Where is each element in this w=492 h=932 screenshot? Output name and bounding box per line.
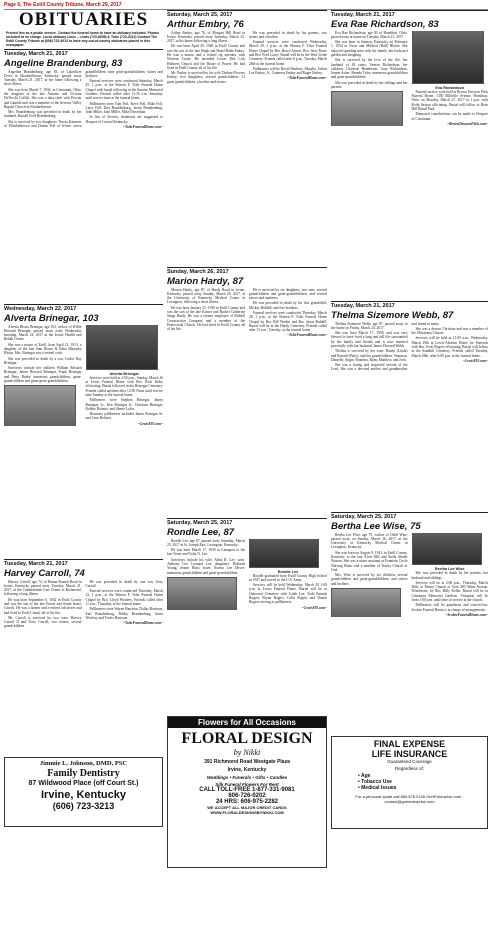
obituary-name: Arthur Embry, 76 (167, 18, 244, 30)
obituary-date: Saturday, March 25, 2017 (331, 514, 397, 520)
floral-cards: WE ACCEPT ALL MAJOR CREDIT CARDS (207, 805, 287, 810)
obituary-paragraph: Arthur Embry, age 76, of Morgan Hill Road in Irvine, Kentucky, passed away Saturday, March 25, 2017, at his home following a long illness. (167, 30, 245, 44)
obituary-body (4, 70, 163, 130)
obituary-paragraph: She was preceded in death by her siblings and her parents. (331, 80, 408, 90)
obituary-body (331, 322, 488, 372)
photo-caption: Bertha Lee Wise (434, 567, 465, 572)
obituary-paragraph: Services will be at 2:00 p.m., Thursday, March 30th, at Trinity Church of God, 285 Winn Avenue, Winchester, by Bro. Billy Keller. Burial will be in Clairmont Memorial Gardens. Visitation will be from 1:00 p.m. until time of service at the church. (411, 580, 488, 603)
floral-silk: Silk Funeral Flowers For Rent (215, 782, 279, 787)
floral-by: by Nikki (233, 748, 261, 757)
obituary-paragraph: Thelma is survived by her sons: Danny (Linda) and Ronald (Patty), and her grandchildren: Shannon, Danielle, Angie, Brandon, Ryan, Matthew, and Josh. (331, 349, 408, 362)
obituary-body (167, 288, 327, 338)
obituary-paragraph: He was preceded in death by one son, Jerry Carroll. (85, 579, 163, 588)
obituary-paragraph: She was preceded in death by a son, Carlos Ray Brinegar. (4, 356, 82, 365)
obituary-body (167, 539, 327, 610)
obituary-paragraph: Angeline Brandenburg, age 83, of Lakeshore Drive in Elizabethtown, Kentucky, passed away Tuesday, March 21, 2017, at her home following a short illness. (4, 69, 82, 87)
insurance-list (334, 773, 485, 791)
obituary-paragraph: She is survived by the love of her life, her husband of 63 years, Vernon Richardson; her children, Charlene Henderson, Gary Richardson, Jennie Asher, Brenda Tyler; numerous grandchildren and great-grandchildren. (331, 58, 408, 80)
photo-caption: Eva Richardson (435, 85, 465, 90)
dentist-name: Jimmie L. Johnson, DMD, PSC (39, 760, 128, 767)
obituary-paragraph: He was preceded in death by his first grandchild, Mickey Riddell, and five brothers. (249, 301, 327, 310)
obituary-name: Rondle Lee, 87 (167, 526, 235, 538)
obituary-paragraph: Mr. Carroll is survived by two sons: Harvey Carroll II and Terry Carroll; two sisters; several grandchildren. (4, 615, 82, 629)
ad-johnson-dentistry (4, 757, 163, 827)
obituary-paragraph: She was born on August 9, 1941, in Estill County, Kentucky to the late Alvin Hill and Stella Shuler Watson. She was a nurse assistant at Fountain Circle Nursing Home and a member of Trinity Church of God. (331, 550, 408, 572)
obituary-paragraph: Funeral service were held at Brown Dawson Flick Funeral Home, 1350 Millville Avenue, Hamilton, Ohio, on Monday, March 27, 2017 at 1 p.m. with Keith Sexton officiating. Burial will follow at Rose Hill Burial Park. (411, 89, 488, 111)
column-right (331, 10, 488, 829)
obituary-paragraph: He was preceded in death by his parents, two sisters and a brother. (249, 30, 327, 39)
column-middle (167, 10, 327, 868)
floral-banner: Flowers for All Occasions (168, 717, 326, 728)
obituary-date: Tuesday, March 21, 2017 (331, 303, 395, 309)
insurance-list-item: • Tobacco Use (358, 779, 485, 785)
obituary-paragraph: She was born in Stanton, Kentucky on February 1, 1934 to Oscar and Mildred (Hall) Blythe. She enjoyed spending time with her family, her backyard garden and shopping. (331, 40, 408, 57)
masthead-notice: Printed free as a public service. Contact the funeral home to have an obituary included. Photos included at no charge. Local obituary Lines – Lewis (723-8008) & Toler (723-2412) Contact The Estill County Tribune at (606) 723-9012 to have any out-of-county obituaries placed in this newspaper. (6, 31, 159, 47)
obituary-paragraph: Funeral services were conducted Wednesday, March 29, 1 p.m., at the Warren F. Toler Funeral Home Chapel by Bro. Bruce Alcorn, Bro. Jerry Rowe and Bro. Fred Lacey. Burial will be in the West Irvine Cemetery. Friends called after 6 p.m., Tuesday, March 28th at the funeral home. (249, 40, 327, 66)
page-header-text: Page 6, The Estill County Tribune, March 29, 2017 (4, 2, 122, 8)
funeral-home-credit: ~BrownDawsonFlick.com~ (447, 121, 488, 126)
obituary-paragraph: He was born January 21, 1930 in Estill County and was the son of the late Kinzer and Rachel Catherine Stepp Hardy. He was a former employee of Riddell Construction Company and a member of the Pentecostal Church. He had lived in Estill County all of his life. (167, 305, 245, 332)
insurance-footer: For a personal quote call 859.575.2145 GnHEnterprise.com · contact@gnhenterprise.com (355, 794, 464, 804)
funeral-home-credit: ~TolerFuneralHome.com~ (286, 76, 327, 81)
obituary-paragraph: Honorary pallbearers included James Brinegar Sr. and Leon Roberts. (85, 412, 163, 421)
obituary-body (331, 533, 488, 618)
obituary-body (4, 325, 163, 427)
obituary-paragraph: She was preceded in death by her parents, her husband and siblings. (411, 571, 488, 580)
obituary-paragraph: He was born September 6, 1942 in Estill County and was the son of the late Ernest and Sarah Isaacs Carroll. He was a farmer and a retired cab driver and had lived in Estill County all of his life. (4, 597, 82, 615)
floral-items: Weddings • Funerals • Gifts • Candles (206, 775, 288, 780)
funeral-home-credit: ~TolerFuneralHome.com~ (286, 333, 327, 338)
obituary-paragraph: Pallbearers will be David Marbury, Murphy, Arthur Lee Embry, Jr., Cameron Embry and Roger Embry. (249, 66, 327, 76)
funeral-home-credit: ~LewisFH.com~ (463, 358, 488, 363)
obituary-paragraph: Mr. Embry is survived by his wife Thelma Flowers Embry; five daughters; several grandchildren; 13 great grandchildren; a brother and sisters. (167, 71, 245, 84)
obituary-brandenburg (4, 49, 163, 303)
insurance-list-item: • Age (358, 773, 485, 779)
obituary-paragraph: Services will be held Wednesday, March 29 1:00 p.m. at Lewis Funeral Home. Burial will be in Oakwood Cemetery with Caleb Lee, Todd Emmitt Rogers, Bryan Rogers, Colin Rogers and Dustin Rogers serving as pallbearers. (249, 583, 327, 605)
obituary-paragraph: Mrs. Wise is survived by six children, several grandchildren and great-grandchildren, and sisters and brothers. (331, 573, 408, 586)
obituary-paragraph: He is survived by six daughters, two sons, several grandchildren and great-grandchildren; and several nieces and nephews. (249, 287, 327, 301)
obituary-paragraph: Mrs. Brandenburg was preceded in death by her husband, Russell Fred Brandenburg. (4, 110, 82, 119)
masthead (4, 10, 163, 48)
funeral-home-credit: ~TolerFuneralHome.com~ (122, 125, 163, 130)
floral-tollfree: CALL TOLL-FREE 1-877-331-9081 (199, 787, 295, 793)
obituary-date: Saturday, March 25, 2017 (167, 12, 233, 18)
floral-website[interactable]: WWW.FLORALDESIGNSBYNIKKI.COM (210, 810, 284, 815)
obituary-paragraph: Survivors include his wife, Alma R. Lee; sons: Anthony Lee, Leonard Lee; daughters: Deborah Young, Jeanie Hunt; sister, Norma Lee Oliver; numerous grandchildren and great-grandchildren. (167, 557, 245, 575)
obituary-paragraph: Rondle graduated from Estill County High School in 1947 and served in the U.S. Army. (249, 573, 327, 582)
dentist-service: Family Dentistry (47, 768, 120, 779)
obituary-paragraph: She was a loving and respected servant of the Lord. She was a devoted mother and grandmother and friend to many. (331, 321, 440, 372)
obituary-name: Marion Hardy, 87 (167, 275, 244, 287)
photo-caption: Alverta Brinegar (109, 371, 140, 376)
dentist-address: 87 Wildwood Place (off Court St.) (28, 780, 139, 787)
obituary-paragraph: Services were held at 2:00 p.m., Sunday, March 26 at Lewis Funeral Home with Bro. Rick Kirby officiating. Burial followed in the Brinegar Cemetery. Friends called anytime after 12:00 Noon until service time Sunday at the funeral home. (85, 375, 163, 397)
obituary-paragraph: She was a native of Estill, born April 12, 1913, a daughter of the late Sam Hisaw & Edna Mumpby Hisaw. Mrs. Brinegar was a retired cook. (4, 342, 82, 356)
obituary-paragraph: She was born March 17, 1930, and was very blessed to have lived a long and full life surrounded by her family and friends and is now reunited peacefully with her husband, James Howard Webb. (331, 331, 408, 348)
obituary-name: Bertha Lee Wise, 75 (331, 520, 421, 532)
obituary-paragraph: Pallbearers will be grandsons and sons-in-law. Scobee Funeral Home is in charge of arrangements. (411, 603, 488, 612)
obituary-date: Sunday, March 26, 2017 (167, 269, 229, 275)
insurance-heading-2: LIFE INSURANCE (371, 749, 448, 759)
obituary-paragraph: Marion Hardy, age 87, of Hardy Road in Irvine, Kentucky, passed away Sunday, March 26, 2017, at the University of Kentucky Medical Center in Lexington, following a short illness. (167, 287, 245, 305)
obituary-hardy (167, 267, 327, 517)
masthead-title: OBITUARIES (18, 9, 149, 30)
obituary-paragraph: Rondle Lee, age 87, passed away Saturday, March 25, 2017 at St. Joseph East, Lexington, Kentucky. (167, 538, 245, 547)
obituary-date: Wednesday, March 22, 2017 (4, 306, 77, 312)
obituary-body (331, 31, 488, 127)
obituary-brinegar (4, 304, 163, 558)
obituary-richardson (331, 10, 488, 300)
ad-floral-design (167, 716, 327, 868)
insurance-regardless: Regardless of: (394, 766, 424, 771)
funeral-home-credit: ~TolerFuneralHome.com~ (122, 621, 163, 626)
obituary-date: Saturday, March 25, 2017 (167, 520, 233, 526)
obituary-paragraph: Memorial contributions can be made to Hospice of Cincinnati. (411, 112, 488, 121)
obituary-paragraph: Pallbearers were Tom Foll, Steve Foll, Mike Foll, Larry Foll, Don Brandenburg, Justin Brandenburg, John Miller, Jake Miller, Mike Dezoriban. (85, 101, 163, 115)
obituary-name: Eva Rae Richardson, 83 (331, 18, 439, 30)
ad-final-expense-insurance (331, 736, 488, 829)
floral-phone: 606-726-0202 (228, 793, 266, 799)
column-left (4, 10, 163, 827)
obituary-paragraph: Bertha Lee Wise, age 75, widow of Odell Wise, passed away on Sunday, March 26, 2017, at the University of Kentucky Medical Center in Lexington, Kentucky. (331, 532, 408, 550)
obituary-paragraph: Services will be held at 11:00 a.m., Wednesday, March 29th at Lewis-Abshear Home for Funerals with Bro. Scott Rogers officiating. Burial will follow in the Sandhill Cemetery. Friends called Tuesday, March 28th, after 6:00 p.m. at the funeral home. (411, 336, 488, 358)
obituary-paragraph: Pallbearers were Stephen Brinegar, James Brinegar, Jr., Ken Brinegar Jr., Christian Brinegar, Robbie Roberts, and Sherie Lolos. (85, 398, 163, 411)
obituary-paragraph: She was born March 7, 1934, in Cincinnati, Ohio, the daughter of the late Antonio and Victoria DeVecchi Coffelt. She was a data clerk with Procter and Gamble and was a member of the Severns Valley Baptist Church in Elizabethtown. (4, 87, 82, 109)
floral-title: FLORAL DESIGN (181, 730, 313, 747)
obituary-paragraph: She is survived by two daughters: Teresa Kamerer of Elizabethtown and Donna Foll of Irvine; seven grandchildren; nine great-grandchildren; sisters and brothers. (4, 69, 163, 129)
obituary-paragraph: Funeral services were conducted Thursday, March 28, 1 p.m., at the Warren F. Toler Funeral Home Chapel by Bro. Bill Werber and Bro. Jason Riddell. Burial will be at the Hardy Cemetery. Friends called after 11 a.m., Tuesday, at the funeral home. (249, 310, 327, 333)
obituary-body (4, 580, 163, 629)
obituary-paragraph: Alverta Hisaw Brinegar, age 103, widow of Willie Howard Brinegar, passed away early Wednesday morning, March 22, 2017 at the Irvine Health and Rehab Center. (4, 324, 82, 342)
obituary-name: Harvey Carroll, 74 (4, 567, 85, 579)
obituary-paragraph: He was born March 17, 1930 in Canapton to the late Verne and Nolia N. Lee. (167, 548, 245, 557)
obituary-paragraph: Funeral services were conducted Thursday, March 23, 1 p.m., at the Warren F. Toler Funeral Home Chapel by Bro. Lloyd Woolery. Friends called after 11 a.m., Thursday, at the funeral home. (85, 589, 163, 606)
obituary-paragraph: He was born April 20, 1940 in Estill County and was the son of the late Hugh and Hazel Babb Embry. He was a mason and a retired rig operator with Western Crude. He attended Lower Red Lick Holiness Church and the House of Prayer. He had lived in Estill County all of his life. (167, 44, 245, 70)
obituary-date: Tuesday, March 21, 2017 (4, 51, 68, 57)
insurance-heading: FINAL EXPENSE (373, 739, 446, 749)
obituary-paragraph: Thelma Sizemore Webb, age 87, passed away in her home on Friday, March 24, 2017. (331, 321, 408, 330)
obituary-webb (331, 301, 488, 511)
funeral-home-credit: ~LewisFH.com~ (302, 605, 327, 610)
obituary-date: Tuesday, March 21, 2017 (331, 12, 395, 18)
insurance-list-item: • Medical Issues (358, 785, 485, 791)
obituary-paragraph: In lieu of flowers, donations are suggested to Hospice of Central Kentucky. (85, 115, 163, 124)
obituary-name: Alverta Brinegar, 103 (4, 312, 99, 324)
funeral-home-credit: ~LewisFH.com~ (138, 421, 163, 426)
floral-phone-24hr: 24 HRS: 606-975-2282 (215, 799, 279, 805)
obituary-wise (331, 512, 488, 734)
obituary-body (167, 31, 327, 85)
funeral-home-credit: ~ScobeeFuneralHome.com~ (445, 612, 488, 617)
obituary-paragraph: Pallbearers were Wayne Harrison, Dallas Harrison, Earl Brandenburg, Bobby Brandenburg, Jason Woolery and Travis Harrison. (85, 607, 163, 620)
obituary-lee (167, 518, 327, 714)
dentist-city: Irvine, Kentucky (41, 789, 126, 801)
obituary-paragraph: Funeral services were conducted Saturday, March 25, 1 p.m., at the Warren F. Toler Funeral Home Chapel with burial following in the Sunrise Memorial Gardens. Friends called after 11:30 a.m. Saturday, until service time at the funeral home. (85, 79, 163, 101)
floral-address: 391 Richmond Road Westgate Plaza (204, 759, 290, 765)
insurance-subheading: Guaranteed Coverage (387, 759, 432, 764)
obituary-date: Tuesday, March 21, 2017 (4, 561, 68, 567)
obituary-name: Angeline Brandenburg, 83 (4, 57, 123, 69)
obituary-embry (167, 10, 327, 266)
obituary-name: Thelma Sizemore Webb, 87 (331, 309, 454, 321)
obituary-paragraph: Eva Rae Richardson, age 83 of Hamilton, Ohio, passed away at home on Tuesday, March 21, 2017. (331, 30, 408, 39)
obituary-paragraph: She was a devout Christian and was a member of the Oklahoma Church. (411, 326, 488, 336)
obituary-paragraph: Survivors include her children William Edward Brinegar, James Howard Brinegar, Frank Brinegar and Betty Rader; numerous grandchildren, great-grandchildren and great-great-grandchildren. (4, 366, 82, 384)
dentist-phone: (606) 723-3213 (52, 801, 115, 811)
photo-caption: Rondle Lee (277, 569, 299, 574)
obituary-carroll (4, 559, 163, 755)
floral-city: Irvine, Kentucky (227, 767, 267, 773)
obituary-paragraph: Harvey Carroll, age 74, of Hanna Branch Road in Irvine, Kentucky passed away Tuesday, March 21, 2017, at the Cumberlands Care Center in Richmond, following a long illness. (4, 579, 82, 597)
